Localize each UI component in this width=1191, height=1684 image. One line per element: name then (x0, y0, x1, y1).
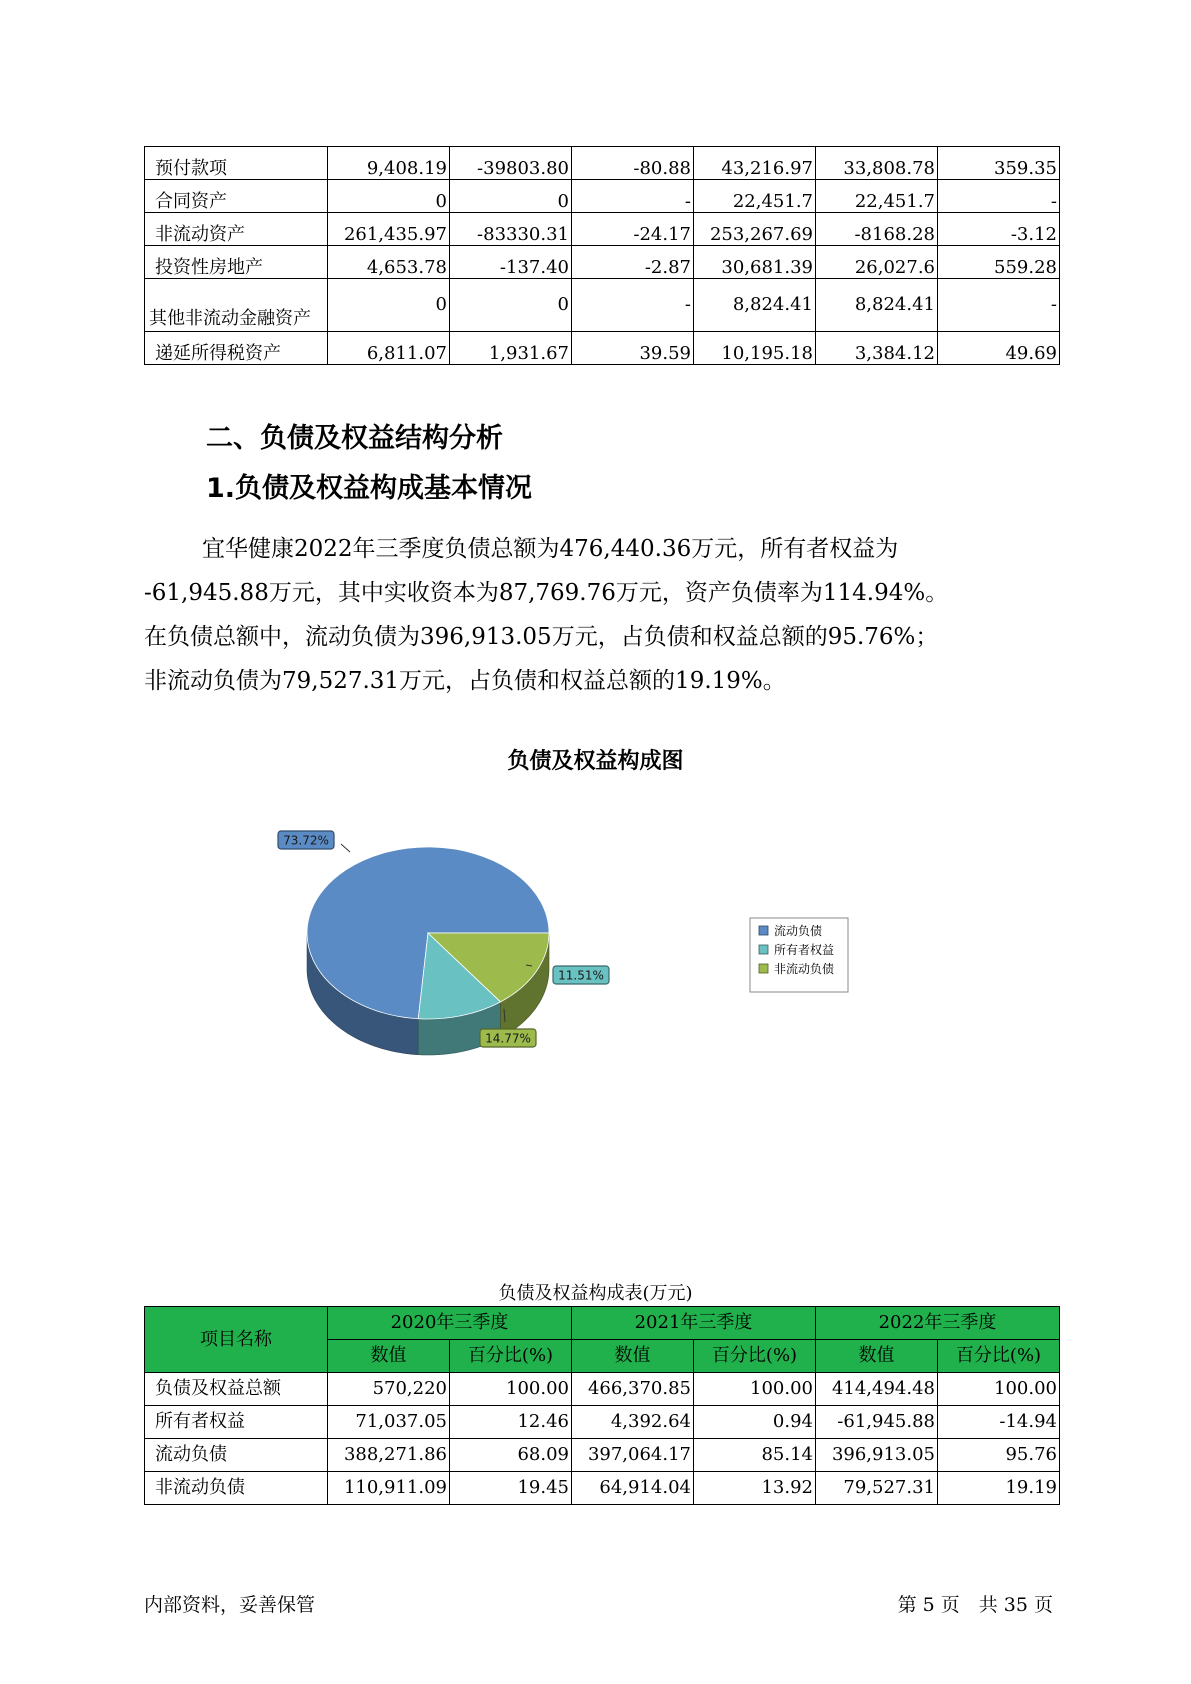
table-cell: - (938, 279, 1060, 332)
table-cell: 71,037.05 (328, 1406, 450, 1439)
table-cell: 95.76 (938, 1439, 1060, 1472)
chart-title: 负债及权益构成图 (507, 749, 684, 774)
table-cell: -80.88 (572, 147, 694, 180)
table-cell: 26,027.6 (816, 246, 938, 279)
table-cell: - (572, 180, 694, 213)
table-cell: 397,064.17 (572, 1439, 694, 1472)
table-cell: 3,384.12 (816, 332, 938, 365)
table-caption: 负债及权益构成表(万元) (498, 1283, 693, 1304)
table-cell: 6,811.07 (328, 332, 450, 365)
paragraph-line: 在负债总额中，流动负债为396,913.05万元，占负债和权益总额的95.76%； (144, 624, 939, 650)
header-item-name: 项目名称 (145, 1307, 328, 1373)
table-cell: 13.92 (694, 1472, 816, 1505)
table-cell: 4,653.78 (328, 246, 450, 279)
paragraph-line: -61,945.88万元，其中实收资本为87,769.76万元，资产负债率为114.94%。 (144, 580, 949, 606)
table-cell: 43,216.97 (694, 147, 816, 180)
table-cell: -3.12 (938, 213, 1060, 246)
table-cell: 79,527.31 (816, 1472, 938, 1505)
table-cell: 33,808.78 (816, 147, 938, 180)
row-label: 流动负债 (145, 1439, 328, 1472)
header-period: 2020年三季度 (328, 1307, 572, 1340)
table-cell: -61,945.88 (816, 1406, 938, 1439)
row-label: 所有者权益 (145, 1406, 328, 1439)
pie-data-label: 73.72% (283, 833, 329, 848)
table-row (145, 1472, 1060, 1505)
table-cell: 68.09 (450, 1439, 572, 1472)
table-cell: - (938, 180, 1060, 213)
paragraph-line: 宜华健康2022年三季度负债总额为476,440.36万元，所有者权益为 (202, 536, 899, 562)
row-label: 预付款项 (145, 147, 328, 180)
header-period: 2021年三季度 (572, 1307, 816, 1340)
row-label: 投资性房地产 (145, 246, 328, 279)
header-period: 2022年三季度 (816, 1307, 1060, 1340)
table-cell: 22,451.7 (816, 180, 938, 213)
table-cell: 559.28 (938, 246, 1060, 279)
legend-swatch (759, 926, 768, 935)
table-cell: 8,824.41 (694, 279, 816, 332)
header-sub: 数值 (816, 1340, 938, 1373)
header-sub: 数值 (572, 1340, 694, 1373)
row-label: 非流动资产 (145, 213, 328, 246)
table-cell: 100.00 (938, 1373, 1060, 1406)
pie-data-label: 11.51% (558, 968, 604, 983)
table-cell: 100.00 (694, 1373, 816, 1406)
legend-swatch (759, 945, 768, 954)
section-heading: 二、负债及权益结构分析 (206, 423, 503, 454)
page-number: 第 5 页 共 35 页 (897, 1594, 1053, 1616)
table-cell: -14.94 (938, 1406, 1060, 1439)
table-cell: 19.45 (450, 1472, 572, 1505)
table-cell: 0 (328, 279, 450, 332)
legend-label: 所有者权益 (774, 943, 835, 957)
table-cell: - (572, 279, 694, 332)
table-cell: 64,914.04 (572, 1472, 694, 1505)
liability-equity-table (144, 1306, 1060, 1505)
table-cell: 414,494.48 (816, 1373, 938, 1406)
paragraph-line: 非流动负债为79,527.31万元，占负债和权益总额的19.19%。 (144, 668, 786, 694)
table-cell: 85.14 (694, 1439, 816, 1472)
table-cell: 19.19 (938, 1472, 1060, 1505)
table-cell: -83330.31 (450, 213, 572, 246)
table-cell: 9,408.19 (328, 147, 450, 180)
table-cell: 388,271.86 (328, 1439, 450, 1472)
row-label: 非流动负债 (145, 1472, 328, 1505)
pie-leader-line (341, 844, 350, 852)
legend-label: 非流动负债 (774, 962, 835, 976)
header-sub: 数值 (328, 1340, 450, 1373)
table-cell: 30,681.39 (694, 246, 816, 279)
legend-label: 流动负债 (774, 924, 823, 938)
row-label: 负债及权益总额 (145, 1373, 328, 1406)
header-sub: 百分比(%) (938, 1340, 1060, 1373)
table-cell: 39.59 (572, 332, 694, 365)
table-cell: 253,267.69 (694, 213, 816, 246)
table-cell: 49.69 (938, 332, 1060, 365)
table-cell: -137.40 (450, 246, 572, 279)
row-label: 其他非流动金融资产 (145, 279, 328, 332)
table-cell: -39803.80 (450, 147, 572, 180)
header-sub: 百分比(%) (694, 1340, 816, 1373)
table-cell: 8,824.41 (816, 279, 938, 332)
table-cell: -8168.28 (816, 213, 938, 246)
table-cell: 1,931.67 (450, 332, 572, 365)
table-row (145, 1373, 1060, 1406)
table-cell: 570,220 (328, 1373, 450, 1406)
table-cell: 261,435.97 (328, 213, 450, 246)
table-cell: 359.35 (938, 147, 1060, 180)
table-cell: 0 (328, 180, 450, 213)
row-label: 合同资产 (145, 180, 328, 213)
table-cell: 4,392.64 (572, 1406, 694, 1439)
table-cell: 12.46 (450, 1406, 572, 1439)
table-cell: -24.17 (572, 213, 694, 246)
table-cell: 22,451.7 (694, 180, 816, 213)
pie-data-label: 14.77% (485, 1031, 531, 1046)
table-cell: 0 (450, 279, 572, 332)
table-row (145, 1406, 1060, 1439)
table-cell: 110,911.09 (328, 1472, 450, 1505)
table-cell: 100.00 (450, 1373, 572, 1406)
table-row (145, 1439, 1060, 1472)
table-cell: -2.87 (572, 246, 694, 279)
table-cell: 396,913.05 (816, 1439, 938, 1472)
legend-swatch (759, 964, 768, 973)
footer-note: 内部资料，妥善保管 (144, 1594, 316, 1616)
sub-heading: 1.负债及权益构成基本情况 (206, 473, 533, 504)
row-label: 递延所得税资产 (145, 332, 328, 365)
table-cell: 10,195.18 (694, 332, 816, 365)
table-cell: 0.94 (694, 1406, 816, 1439)
table-cell: 0 (450, 180, 572, 213)
header-sub: 百分比(%) (450, 1340, 572, 1373)
table-cell: 466,370.85 (572, 1373, 694, 1406)
